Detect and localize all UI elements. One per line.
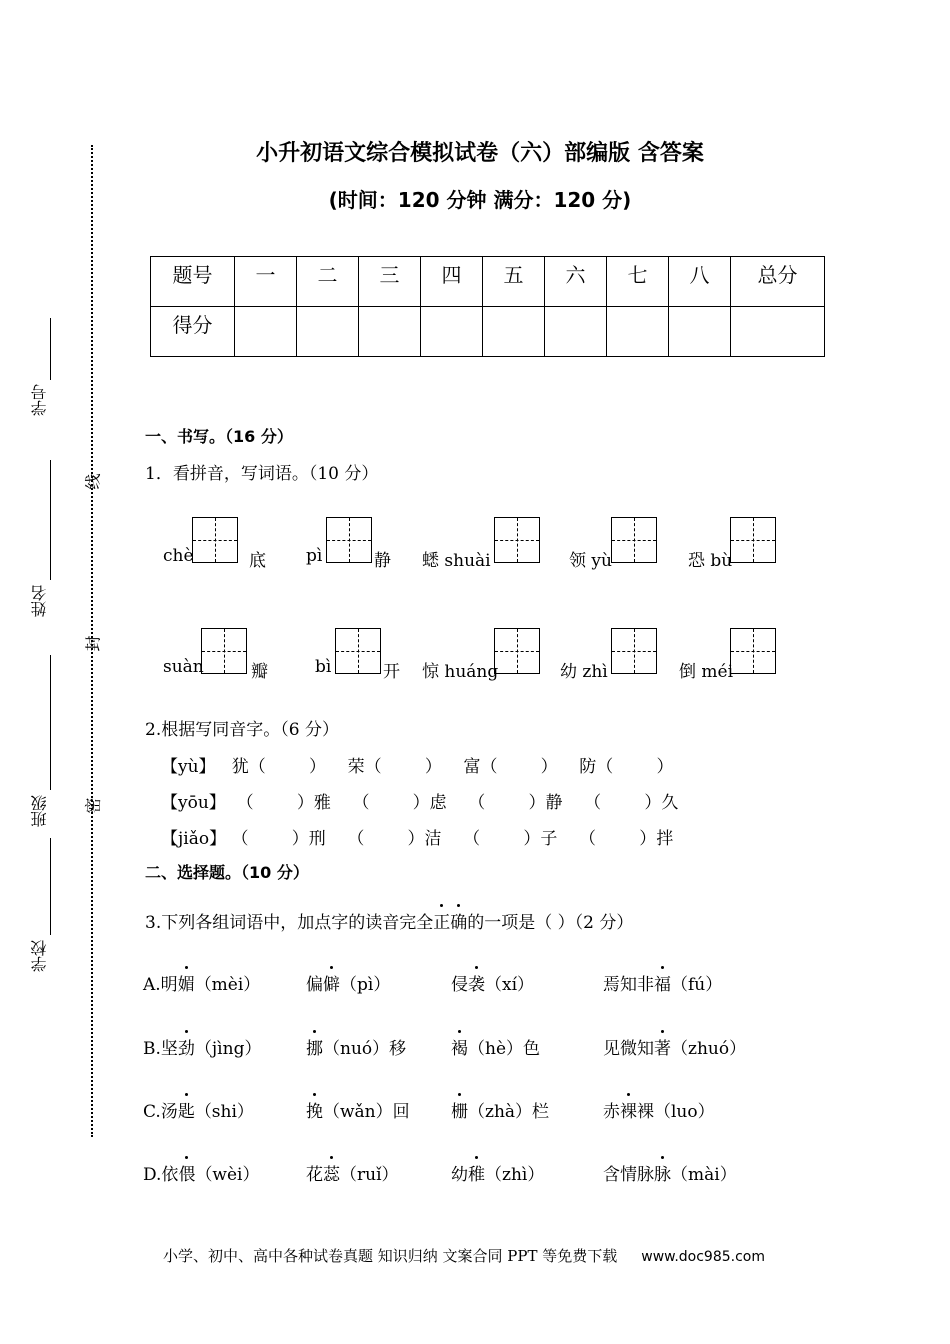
pinyin-pre: chè: [163, 546, 194, 566]
score-cell[interactable]: [483, 307, 545, 357]
option-c-item: C.汤匙（shi）: [143, 1097, 254, 1122]
score-cell[interactable]: [669, 307, 731, 357]
pinyin-pre: 幼 zhì: [560, 662, 608, 682]
footer-text: 小学、初中、高中各种试卷真题 知识归纳 文案合同 PPT 等免费下载: [163, 1247, 618, 1265]
pinyin-pre: 领 yù: [569, 551, 612, 571]
class-line: [50, 655, 51, 790]
q3-dotted-char: 正: [433, 908, 450, 933]
writing-box[interactable]: [192, 517, 238, 563]
pinyin-pre: bì: [315, 657, 332, 677]
row-label-cell: 得分: [151, 307, 235, 357]
page-subtitle: (时间：120 分钟 满分：120 分): [328, 188, 632, 212]
option-b-item: 褐（hè）色: [451, 1034, 540, 1059]
writing-box[interactable]: [494, 517, 540, 563]
q3-text: 3.下列各组词语中，加点字的读音完全: [145, 913, 434, 933]
score-cell[interactable]: [607, 307, 669, 357]
school-label: 学校: [30, 940, 49, 972]
pinyin-post: 底: [249, 551, 266, 571]
header-cell: 题号: [151, 257, 235, 307]
header-cell: 八: [669, 257, 731, 307]
homophone-line: 【yù】 犹（ ） 荣（ ） 富（ ） 防（ ）: [161, 757, 674, 777]
option-d-item: 幼稚（zhì）: [451, 1160, 544, 1185]
header-cell: 一: [235, 257, 297, 307]
pinyin-pre: pì: [306, 546, 323, 566]
header-cell: 三: [359, 257, 421, 307]
q1-prompt: 1．看拼音，写词语。（10 分）: [145, 464, 379, 484]
score-table: [150, 256, 825, 357]
score-cell[interactable]: [545, 307, 607, 357]
header-cell: 四: [421, 257, 483, 307]
option-b-item: 挪（nuó）移: [306, 1034, 406, 1059]
header-cell: 六: [545, 257, 607, 307]
writing-box[interactable]: [326, 517, 372, 563]
option-c-item: 挽（wǎn）回: [306, 1097, 410, 1122]
header-cell: 七: [607, 257, 669, 307]
option-b-item: B.坚劲（jìng）: [143, 1034, 261, 1059]
option-b-item: 见微知著（zhuó）: [603, 1034, 746, 1059]
option-d-item: 花蕊（ruǐ）: [306, 1160, 399, 1185]
option-d-item: 含情脉脉（mài）: [603, 1160, 737, 1185]
name-line: [50, 460, 51, 580]
score-cell[interactable]: [421, 307, 483, 357]
writing-box[interactable]: [494, 628, 540, 674]
writing-box[interactable]: [201, 628, 247, 674]
score-table-header-row: [151, 257, 825, 307]
score-cell[interactable]: [297, 307, 359, 357]
q3-text: 的一项是（ ）（2 分）: [467, 913, 634, 933]
binding-char-feng: 封: [83, 635, 103, 652]
student-number-line: [50, 318, 51, 380]
student-number-label: 学号: [30, 384, 49, 416]
option-a-item: A.明媚（mèi）: [143, 970, 260, 995]
footer-link[interactable]: www.doc985.com: [641, 1249, 766, 1265]
writing-box[interactable]: [730, 517, 776, 563]
pinyin-post: 开: [383, 662, 400, 682]
footer: [163, 1245, 765, 1266]
class-label: 班级: [30, 795, 49, 827]
pinyin-pre: suàn: [163, 657, 204, 677]
pinyin-pre: 倒 méi: [679, 662, 734, 682]
writing-box[interactable]: [611, 517, 657, 563]
option-a-item: 焉知非福（fú）: [603, 970, 722, 995]
option-a-item: 偏僻（pì）: [306, 970, 390, 995]
pinyin-pre: 恐 bù: [688, 551, 733, 571]
writing-box[interactable]: [335, 628, 381, 674]
option-a-item: 侵袭（xí）: [451, 970, 534, 995]
score-cell[interactable]: [731, 307, 825, 357]
pinyin-post: 静: [374, 551, 391, 571]
name-label: 姓名: [30, 585, 49, 617]
header-cell: 五: [483, 257, 545, 307]
section1-heading: 一、书写。（16 分）: [145, 427, 293, 446]
binding-char-xian: 线: [83, 473, 103, 490]
writing-box[interactable]: [611, 628, 657, 674]
q3-prompt: [145, 908, 633, 933]
header-cell: 二: [297, 257, 359, 307]
writing-box[interactable]: [730, 628, 776, 674]
homophone-line: 【jiǎo】 （ ）刑 （ ）洁 （ ）子 （ ）拌: [161, 829, 674, 849]
q3-dotted-char: 确: [450, 908, 467, 933]
option-c-item: 栅（zhà）栏: [451, 1097, 549, 1122]
homophone-line: 【yōu】 （ ）雅 （ ）虑 （ ）静 （ ）久: [161, 793, 679, 813]
option-d-item: D.依偎（wèi）: [143, 1160, 260, 1185]
pinyin-pre: 惊 huáng: [422, 662, 499, 682]
score-table-score-row: [151, 307, 825, 357]
school-line: [50, 838, 51, 935]
q2-prompt: 2.根据写同音字。（6 分）: [145, 720, 339, 740]
pinyin-post: 瓣: [251, 662, 268, 682]
score-cell[interactable]: [235, 307, 297, 357]
pinyin-pre: 蟋 shuài: [422, 551, 491, 571]
section2-heading: 二、选择题。（10 分）: [145, 863, 309, 882]
page-title: 小升初语文综合模拟试卷（六）部编版 含答案: [256, 141, 704, 166]
binding-char-mi: 密: [83, 797, 103, 814]
score-cell[interactable]: [359, 307, 421, 357]
header-cell: 总分: [731, 257, 825, 307]
option-c-item: 赤裸裸（luo）: [603, 1097, 715, 1122]
